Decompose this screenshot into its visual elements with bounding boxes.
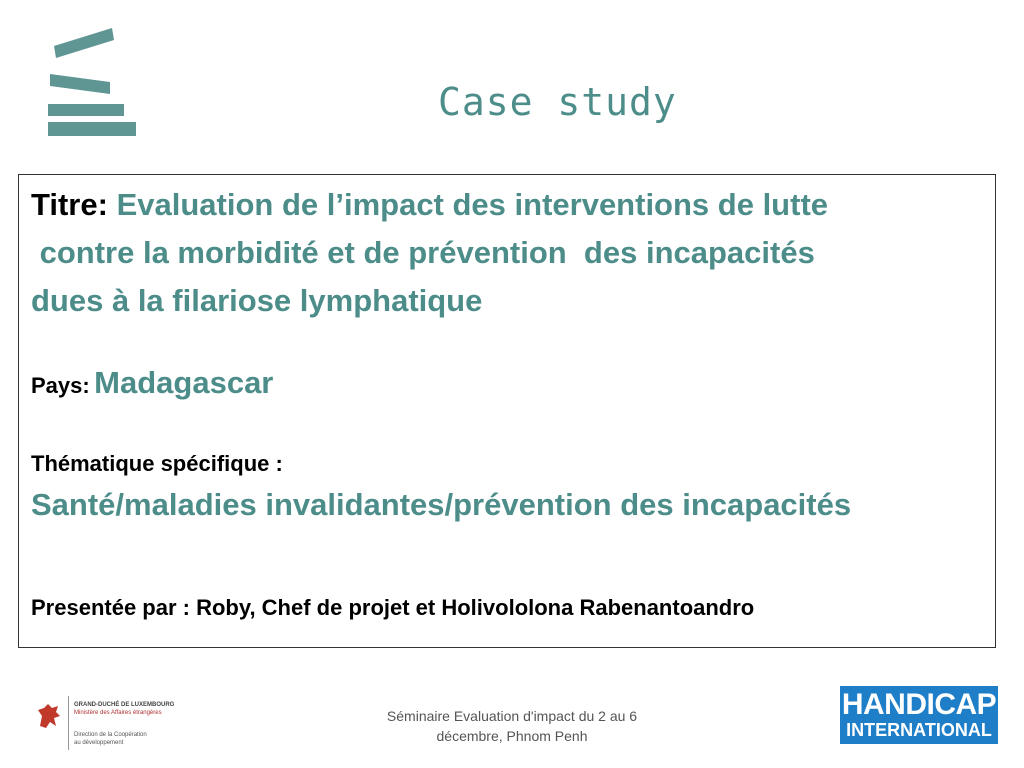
hi-line-2: INTERNATIONAL <box>846 720 992 740</box>
lux-line-3 <box>74 732 147 748</box>
divider <box>68 696 69 750</box>
titre-line-2: contre la morbidité et de prévention des incapacités <box>31 235 815 270</box>
presented-by: Presentée par : Roby, Chef de projet et Holivololona Rabenantoandro <box>31 595 755 620</box>
lux-line-4-text: au développement <box>74 739 124 746</box>
lux-line-3-text: Direction de la Coopération <box>74 732 147 738</box>
lux-line-2: Ministère des Affaires étrangères <box>74 710 162 716</box>
titre-label: Titre: <box>31 187 108 222</box>
seminar-footer <box>350 706 674 747</box>
handicap-international-logo <box>840 686 998 744</box>
seminar-line-1: Séminaire Evaluation d'impact du 2 au 6 <box>386 708 638 724</box>
pays-value: Madagascar <box>94 365 274 400</box>
seminar-line-2: décembre, Phnom Penh <box>436 728 588 745</box>
red-lion-crest-icon <box>34 702 64 730</box>
case-study-box <box>18 174 996 648</box>
pays-row <box>31 367 273 398</box>
pays-label: Pays: <box>31 373 90 398</box>
stacked-bars-logo-icon <box>40 22 150 142</box>
thematique-label: Thématique spécifique : <box>31 451 283 476</box>
lux-line-1: GRAND-DUCHÉ DE LUXEMBOURG <box>74 702 175 708</box>
page-title: Case study <box>438 80 677 124</box>
hi-line-1: HANDICAP <box>841 688 997 721</box>
thematique-value: Santé/maladies invalidantes/prévention des incapacités <box>31 487 852 522</box>
titre-line-3: dues à la filariose lymphatique <box>31 283 483 318</box>
luxembourg-ministry-logo <box>30 692 190 754</box>
titre-row <box>31 189 828 220</box>
titre-line-1: Evaluation de l’impact des interventions de lutte <box>116 187 829 222</box>
